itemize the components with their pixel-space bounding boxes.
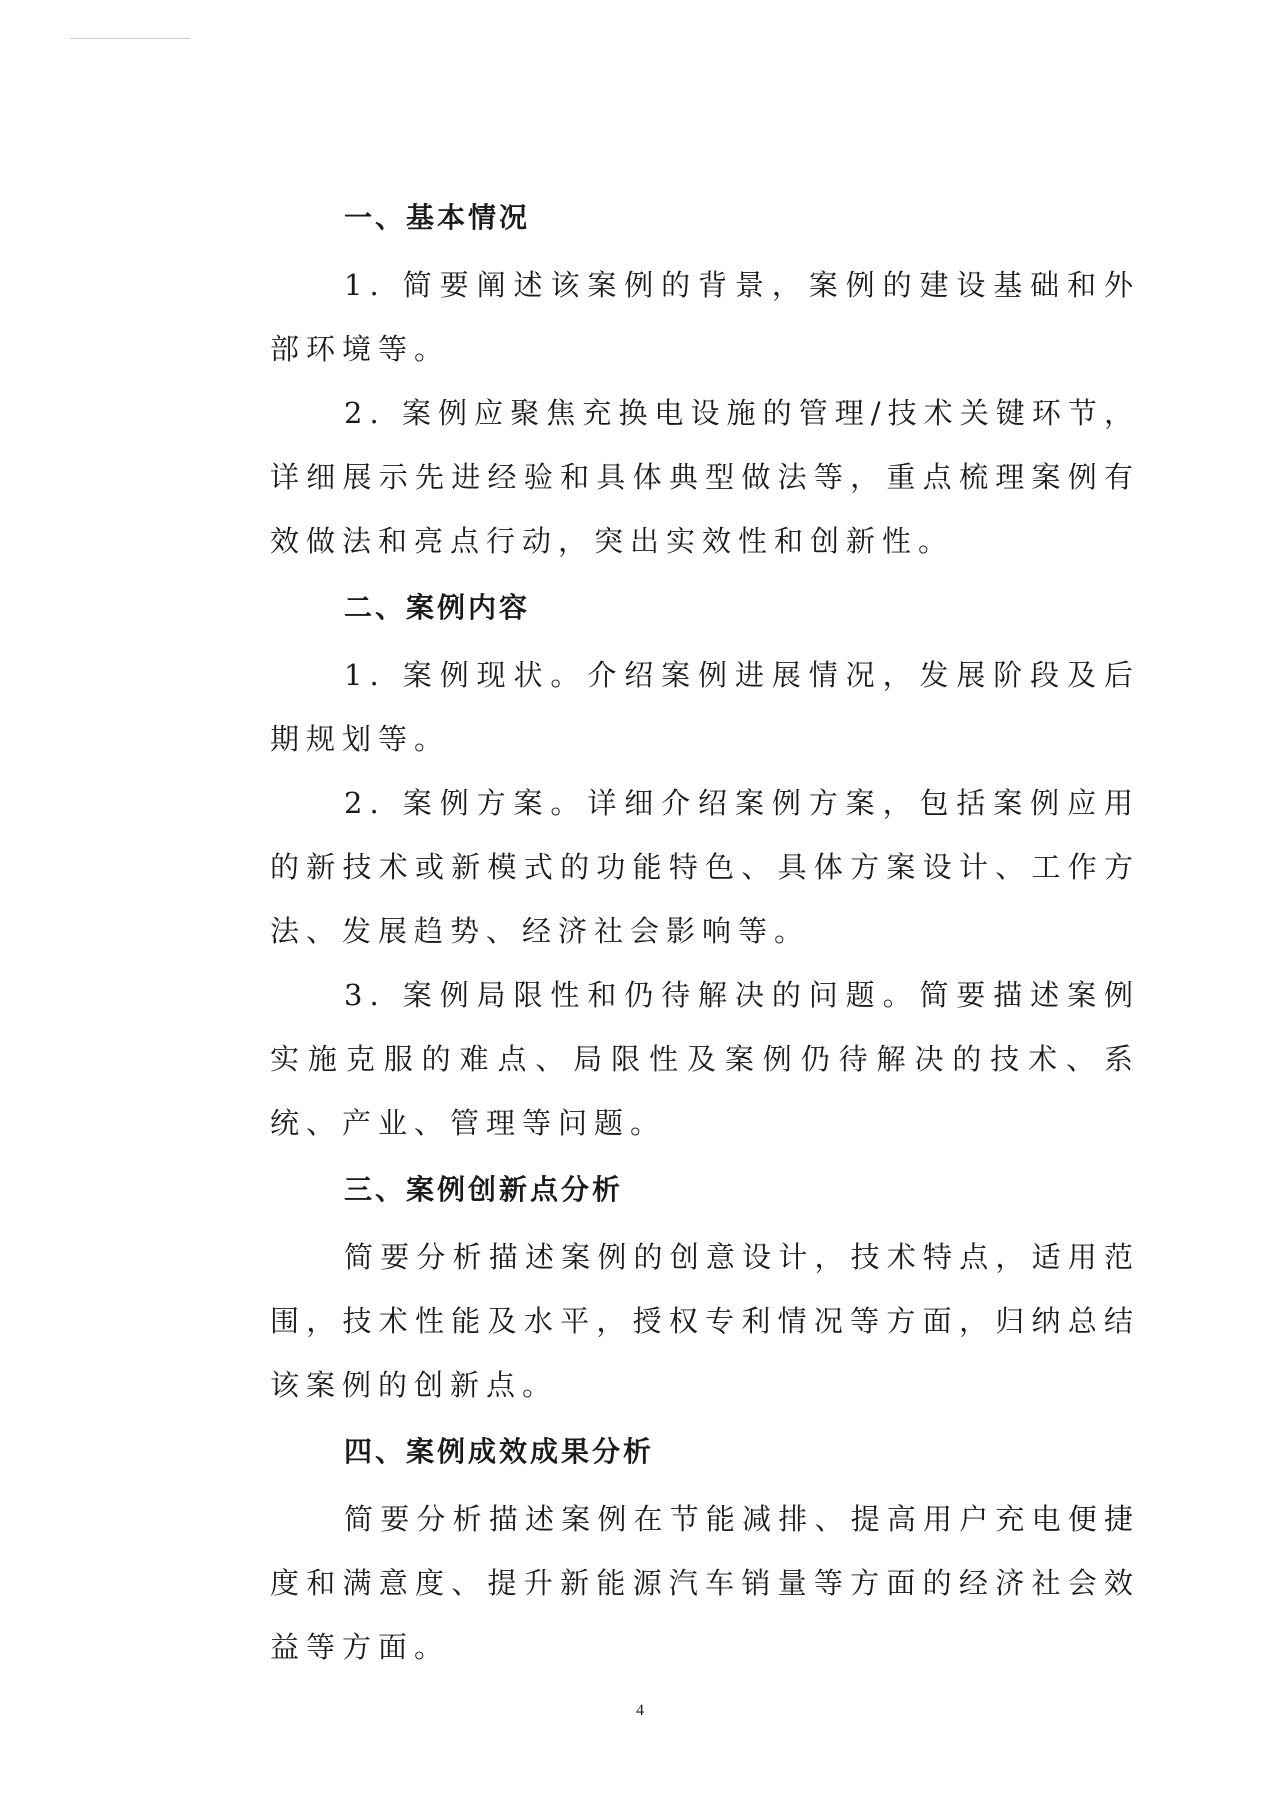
section-heading: 三、案例创新点分析 [344,1173,624,1206]
page-number: 4 [636,1702,644,1719]
paragraph: 1. 简要阐述该案例的背景，案例的建设基础和外部环境等。 [270,268,1140,366]
section-heading: 四、案例成效成果分析 [344,1435,655,1468]
section-heading: 一、基本情况 [344,201,531,234]
paragraph: 简要分析描述案例在节能减排、提高用户充电便捷度和满意度、提升新能源汽车销量等方面的经济社会效益等方面。 [270,1502,1140,1664]
section-basic-info [270,195,1140,573]
section-case-content [270,585,1140,1155]
paragraph: 2. 案例应聚焦充换电设施的管理/技术关键环节，详细展示先进经验和具体典型做法等，重点梳理案例有效做法和亮点行动，突出实效性和创新性。 [270,396,1140,558]
section-results-analysis [270,1429,1140,1679]
section-innovation-analysis [270,1167,1140,1417]
paragraph: 2. 案例方案。详细介绍案例方案，包括案例应用的新技术或新模式的功能特色、具体方案设计、工作方法、发展趋势、经济社会影响等。 [270,786,1140,948]
section-heading: 二、案例内容 [344,591,531,624]
paragraph: 3. 案例局限性和仍待解决的问题。简要描述案例实施克服的难点、局限性及案例仍待解决的技术、系统、产业、管理等问题。 [270,978,1140,1140]
paragraph: 简要分析描述案例的创意设计，技术特点，适用范围，技术性能及水平，授权专利情况等方面，归纳总结该案例的创新点。 [270,1240,1140,1402]
scan-artifact-line [70,38,190,39]
paragraph: 1. 案例现状。介绍案例进展情况，发展阶段及后期规划等。 [270,658,1140,756]
document-body [270,195,1140,1679]
